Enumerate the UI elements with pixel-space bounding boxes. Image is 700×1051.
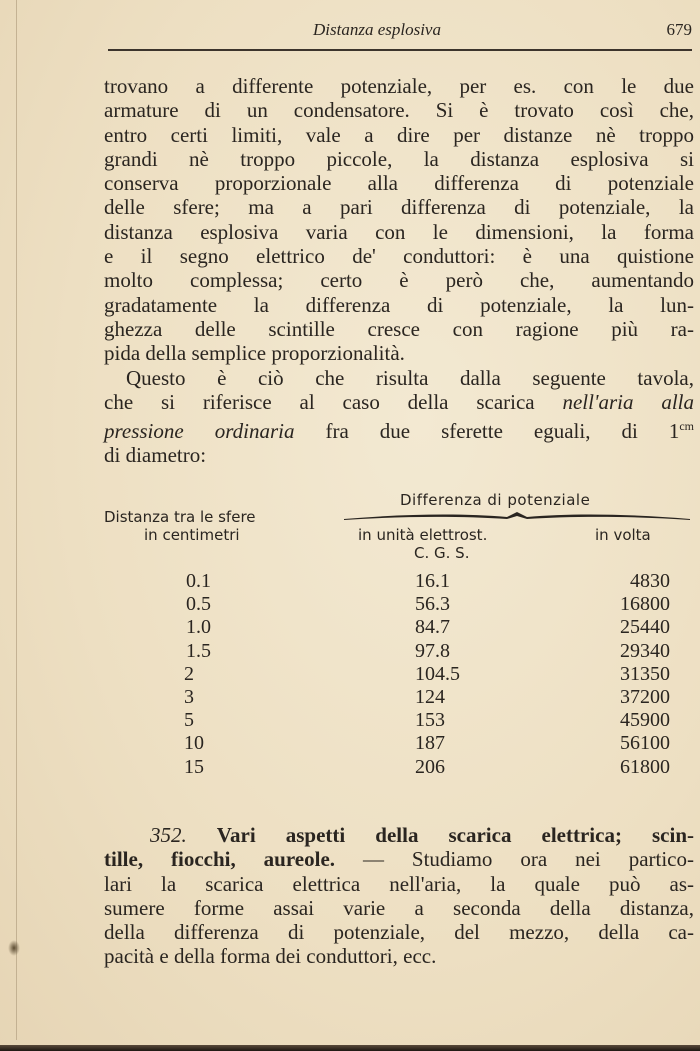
cell-volt: 31350 <box>620 662 670 685</box>
table-row <box>100 732 670 755</box>
cell-distance: 2 <box>184 662 194 685</box>
cell-distance: 0.5 <box>186 593 211 616</box>
col-volt-header: in volta <box>595 526 651 544</box>
cell-volt: 16800 <box>620 593 670 616</box>
text-line: entro certi limiti, vale a dire per distanze nè troppo <box>104 122 694 147</box>
cell-distance: 3 <box>184 685 194 708</box>
unit-superscript: cm <box>679 419 694 434</box>
cell-distance: 10 <box>184 732 204 755</box>
cell-cgs: 104.5 <box>415 662 460 685</box>
text-line: trovano a differente potenziale, per es. con le due <box>104 74 694 98</box>
cell-distance: 1.5 <box>186 639 211 662</box>
text-line: Questo è ciò che risulta dalla seguente tavola, <box>126 365 694 390</box>
text-line: grandi nè troppo piccole, la distanza esplosiva si <box>104 146 694 171</box>
text-line: molto complessa; certo è però che, aumentando <box>104 268 694 293</box>
cell-distance: 5 <box>184 709 194 732</box>
section-title-cont: tille, fiocchi, aureole. <box>104 847 336 872</box>
italic-phrase: nell'aria alla <box>562 389 694 414</box>
table-row <box>100 616 670 639</box>
page-bottom-edge <box>0 1045 700 1051</box>
cell-volt: 45900 <box>620 709 670 732</box>
section-title: Vari aspetti della scarica elettrica; scin- <box>216 823 694 847</box>
col-cgs-header-2: C. G. S. <box>414 544 470 562</box>
cell-cgs: 206 <box>415 755 445 778</box>
ink-blot <box>8 940 20 956</box>
cell-cgs: 16.1 <box>415 570 450 592</box>
cell-cgs: 97.8 <box>415 639 450 662</box>
text-line: della differenza di potenziale, del mezzo, della ca- <box>104 920 694 945</box>
text-line: distanza esplosiva varia con le dimensioni, la forma <box>104 219 694 244</box>
header-rule <box>108 49 692 51</box>
table-row <box>100 593 670 616</box>
cell-cgs: 187 <box>415 732 445 755</box>
text-line <box>104 847 694 871</box>
table-header <box>100 488 700 568</box>
table-row <box>100 686 670 709</box>
section-number: 352. <box>150 823 187 847</box>
text-line <box>104 390 694 414</box>
table-row <box>100 709 670 732</box>
cell-volt: 61800 <box>620 755 670 778</box>
running-title: Distanza esplosiva <box>313 20 441 39</box>
cell-volt: 25440 <box>620 616 670 639</box>
cell-volt: 4830 <box>630 570 670 592</box>
text-line <box>104 414 694 443</box>
text-span: che si riferisce al caso della scarica <box>104 389 563 414</box>
data-table <box>100 570 670 779</box>
running-head <box>108 20 692 42</box>
cell-volt: 37200 <box>620 685 670 708</box>
text-line: armature di un condensatore. Si è trovato così che, <box>104 98 694 123</box>
text-line: sumere forme assai varie a seconda della distanza, <box>104 895 694 920</box>
cell-distance: 0.1 <box>186 570 211 592</box>
cell-volt: 29340 <box>620 639 670 662</box>
col-distance-header-2: in centimetri <box>144 526 240 544</box>
body-text <box>104 74 694 468</box>
cell-cgs: 153 <box>415 709 445 732</box>
section-heading-line <box>104 823 694 847</box>
paragraph-1 <box>104 74 694 366</box>
text-line: di diametro: <box>104 443 207 468</box>
cell-volt: 56100 <box>620 732 670 755</box>
table-row <box>100 756 670 779</box>
table-row <box>100 663 670 686</box>
section-352 <box>104 823 694 969</box>
text-line: e il segno elettrico de' conduttori: è una quistione <box>104 244 694 269</box>
cell-cgs: 124 <box>415 685 445 708</box>
cell-distance: 1.0 <box>186 616 211 639</box>
cell-cgs: 56.3 <box>415 593 450 616</box>
text-line: pida della semplice proporzionalità. <box>104 341 405 366</box>
page-gutter-line <box>16 0 17 1040</box>
text-line: gradatamente la differenza di potenziale, la lun- <box>104 292 694 317</box>
group-header-potential: Differenza di potenziale <box>400 491 591 509</box>
text-line: lari la scarica elettrica nell'aria, la quale può as- <box>104 871 694 896</box>
table-row <box>100 640 670 663</box>
brace-icon <box>342 510 692 524</box>
cell-cgs: 84.7 <box>415 616 450 639</box>
col-cgs-header: in unità elettrost. <box>358 526 488 544</box>
text-span: fra due sferette eguali, di 1 <box>294 419 680 444</box>
text-line: conserva proporzionale alla differenza di potenziale <box>104 171 694 196</box>
text-line: ghezza delle scintille cresce con ragione più ra- <box>104 316 694 341</box>
text-line: pacità e della forma dei conduttori, ecc. <box>104 944 437 969</box>
cell-distance: 15 <box>184 755 204 778</box>
italic-phrase: pressione ordinaria <box>104 419 295 444</box>
page-number: 679 <box>666 20 692 39</box>
text-span: — Studiamo ora nei partico- <box>335 847 694 872</box>
table-row <box>100 570 670 593</box>
paragraph-2 <box>104 366 694 468</box>
col-distance-header: Distanza tra le sfere <box>104 508 256 526</box>
text-line: delle sfere; ma a pari differenza di potenziale, la <box>104 195 694 220</box>
